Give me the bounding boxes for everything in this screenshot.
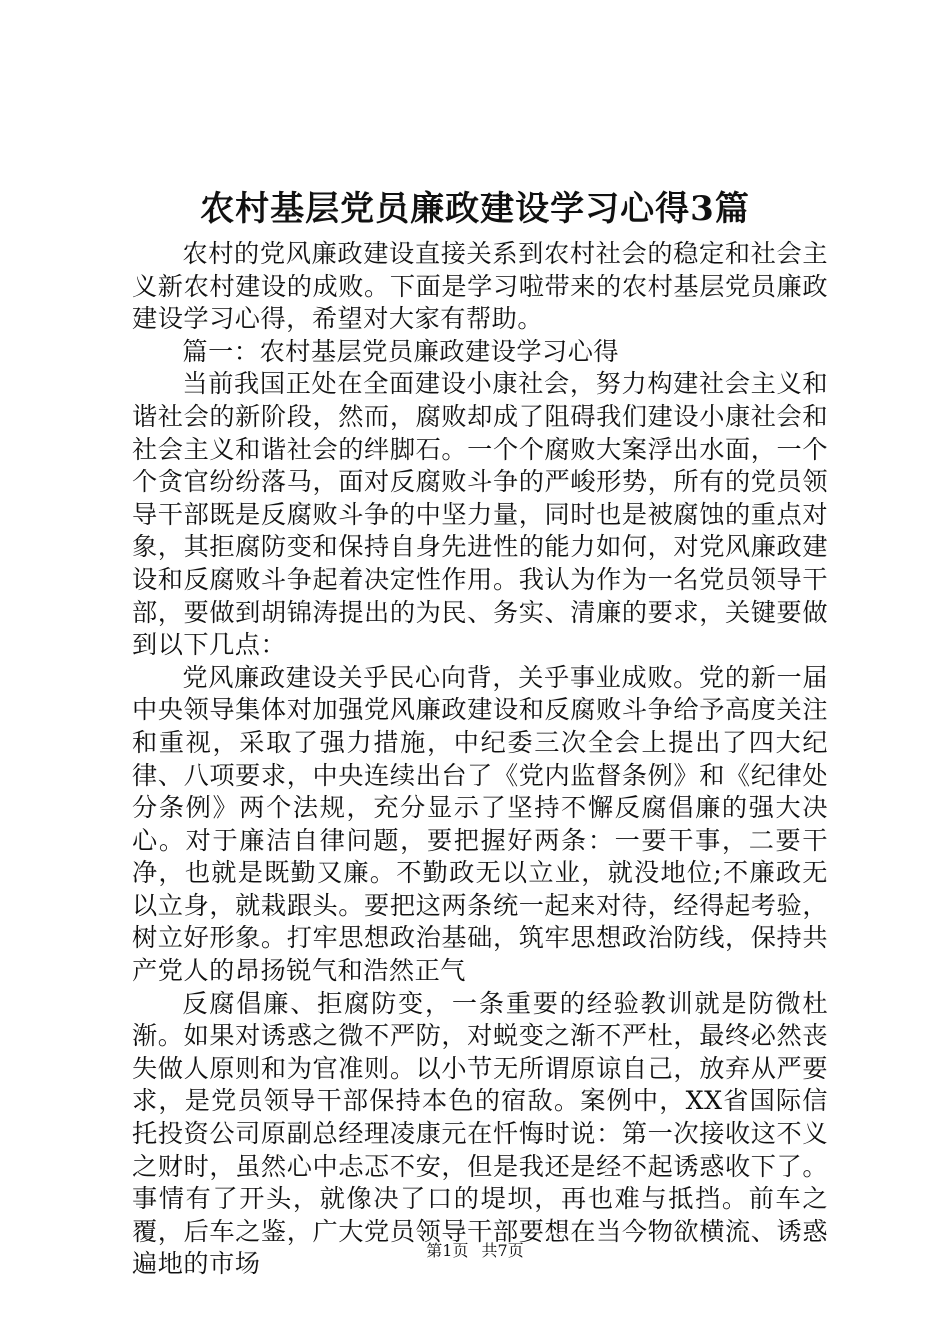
page-total: 共7页 xyxy=(481,1241,524,1260)
paragraph: 当前我国正处在全面建设小康社会，努力构建社会主义和谐社会的新阶段，然而，腐败却成了阻碍我们建设小康社会和社会主义和谐社会的绊脚石。一个个腐败大案浮出水面，一个个贪官纷纷落马，面对反腐败斗争的严峻形势，所有的党员领导干部既是反腐败斗争的中坚力量，同时也是被腐蚀的重点对象，其拒腐防变和保持自身先进性的能力如何，对党风廉政建设和反腐败斗争起着决定性作用。我认为作为一名党员领导干部，要做到胡锦涛提出的为民、务实、清廉的要求，关键要做到以下几点： xyxy=(132,369,828,660)
page-footer xyxy=(0,1240,950,1262)
document-body xyxy=(132,238,828,1281)
document-title: 农村基层党员廉政建设学习心得3篇 xyxy=(200,189,750,229)
paragraph-intro: 农村的党风廉政建设直接关系到农村社会的稳定和社会主义新农村建设的成败。下面是学习啦带来的农村基层党员廉政建设学习心得，希望对大家有帮助。 xyxy=(132,239,828,334)
paragraph: 反腐倡廉、拒腐防变，一条重要的经验教训就是防微杜渐。如果对诱惑之微不严防，对蜕变之渐不严杜，最终必然丧失做人原则和为官准则。以小节无所谓原谅自己，放弃从严要求，是党员领导干部保持本色的宿敌。案例中，XX省国际信托投资公司原副总经理凌康元在忏悔时说：第一次接收这不义之财时，虽然心中忐忑不安，但是我还是经不起诱惑收下了。事情有了开头，就像决了口的堤坝，再也难与抵挡。前车之覆，后车之鉴，广大党员领导干部要想在当今物欲横流、诱惑遍地的市场 xyxy=(132,988,828,1279)
page-number: 第1页 xyxy=(426,1241,469,1260)
section-heading: 篇一：农村基层党员廉政建设学习心得 xyxy=(182,336,620,366)
paragraph: 党风廉政建设关乎民心向背，关乎事业成败。党的新一届中央领导集体对加强党风廉政建设和反腐败斗争给予高度关注和重视，采取了强力措施，中纪委三次全会上提出了四大纪律、八项要求，中央连续出台了《党内监督条例》和《纪律处分条例》两个法规，充分显示了坚持不懈反腐倡廉的强大决心。对于廉洁自律问题，要把握好两条：一要干事，二要干净，也就是既勤又廉。不勤政无以立业，就没地位;不廉政无以立身，就栽跟头。要把这两条统一起来对待，经得起考验，树立好形象。打牢思想政治基础，筑牢思想政治防线，保持共产党人的昂扬锐气和浩然正气 xyxy=(132,662,828,986)
